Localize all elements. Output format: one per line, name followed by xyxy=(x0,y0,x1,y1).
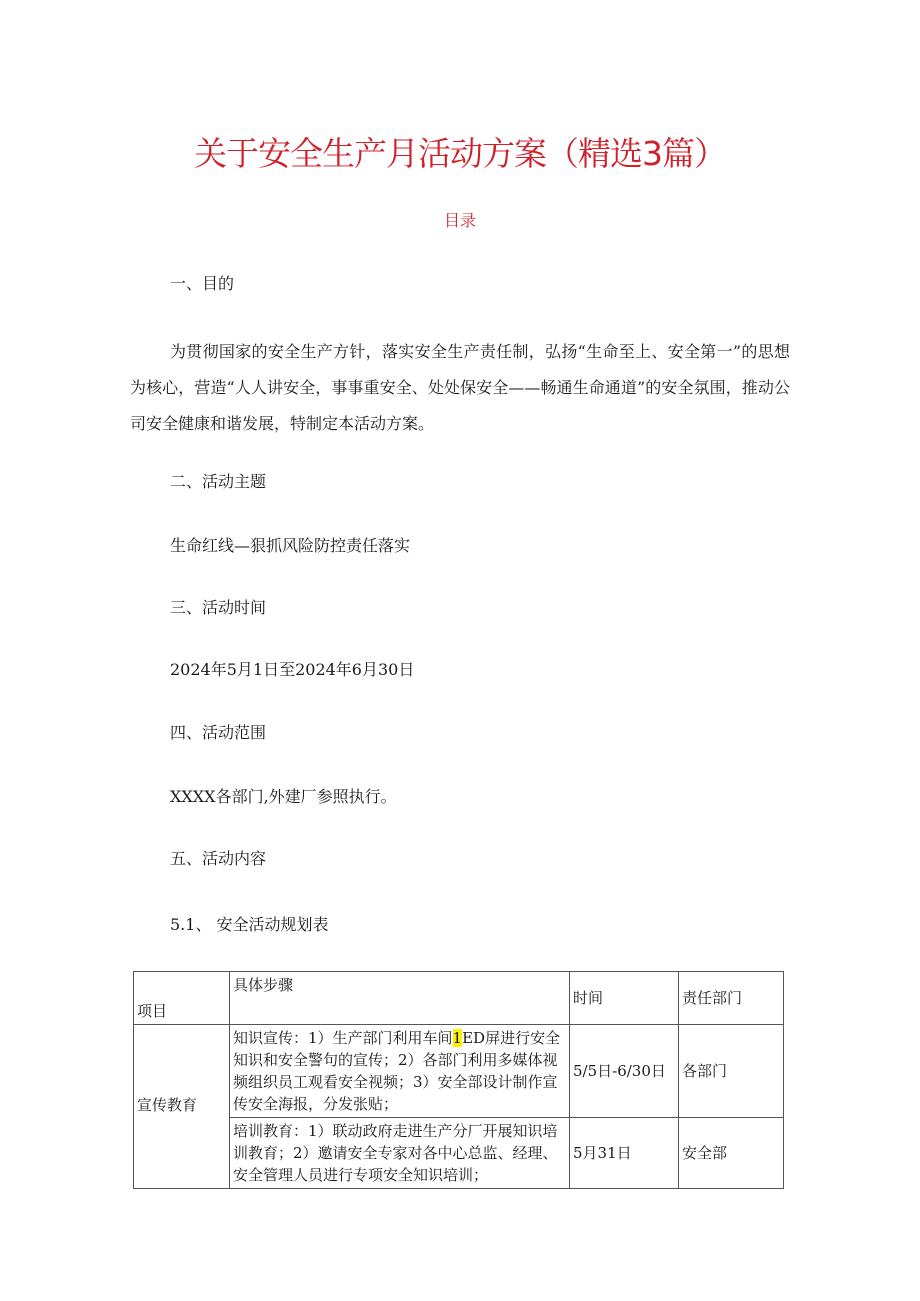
cell-dept: 各部门 xyxy=(679,1025,784,1118)
steps-text-before: 知识宣传：1）生产部门利用车间 xyxy=(233,1029,453,1047)
section-3-heading: 三、活动时间 xyxy=(170,598,267,617)
header-item: 项目 xyxy=(134,972,230,1025)
header-dept: 责任部门 xyxy=(679,972,784,1025)
table-row xyxy=(134,1118,784,1189)
cell-steps xyxy=(230,1025,570,1118)
highlighted-char: 1 xyxy=(452,1029,463,1047)
section-4-body: XXXX各部门,外建厂参照执行。 xyxy=(170,787,397,806)
table-header-row xyxy=(134,972,784,1025)
cell-time: 5/5日-6/30日 xyxy=(570,1025,679,1118)
section-5-heading: 五、活动内容 xyxy=(170,849,267,868)
cell-steps: 培训教育：1）联动政府走进生产分厂开展知识培训教育；2）邀请安全专家对各中心总监、经理、安全管理人员进行专项安全知识培训； xyxy=(230,1118,570,1189)
section-2-heading: 二、活动主题 xyxy=(170,472,267,491)
section-5-subheading: 5.1、 安全活动规划表 xyxy=(170,915,329,934)
cell-time: 5月31日 xyxy=(570,1118,679,1189)
document-title: 关于安全生产月活动方案（精选3篇） xyxy=(194,134,726,173)
section-2-body: 生命红线—狠抓风险防控责任落实 xyxy=(170,536,411,555)
section-4-heading: 四、活动范围 xyxy=(170,723,267,742)
activity-plan-table xyxy=(133,971,784,1189)
section-3-body: 2024年5月1日至2024年6月30日 xyxy=(170,660,415,679)
header-steps: 具体步骤 xyxy=(230,972,570,1025)
steps-text-after: ED屏进行安全知识和安全警句的宣传；2）各部门利用多媒体视频组织员工观看安全视频；3）安全部设计制作宣传安全海报，分发张贴； xyxy=(233,1029,561,1113)
cell-dept: 安全部 xyxy=(679,1118,784,1189)
section-1-body: 为贯彻国家的安全生产方针，落实安全生产责任制，弘扬“生命至上、安全第一”的思想为核心，营造“人人讲安全，事事重安全、处处保安全——畅通生命通道”的安全氛围，推动公司安全健康和谐发展，特制定本活动方案。 xyxy=(130,342,790,433)
cell-item-group: 宣传教育 xyxy=(134,1025,230,1189)
table-row xyxy=(134,1025,784,1118)
toc-link[interactable]: 目录 xyxy=(443,211,476,230)
page-crop-mask xyxy=(0,1197,920,1301)
header-time: 时间 xyxy=(570,972,679,1025)
section-1-heading: 一、目的 xyxy=(170,274,235,293)
